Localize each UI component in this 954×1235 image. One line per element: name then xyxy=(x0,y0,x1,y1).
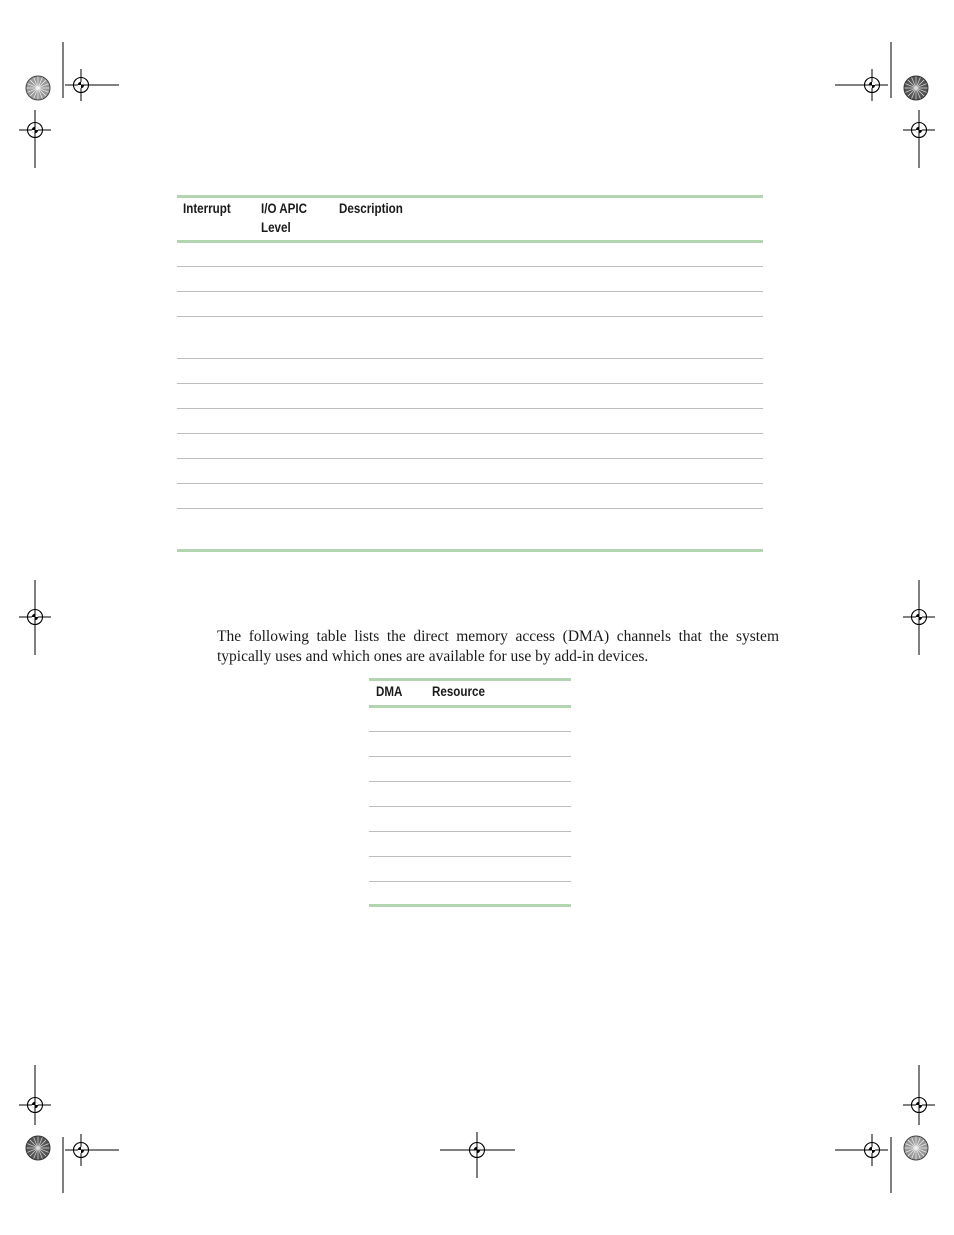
color-bar-rosette-icon xyxy=(26,76,50,100)
table-row xyxy=(177,316,763,317)
column-header-description: Description xyxy=(339,201,403,216)
table-row xyxy=(177,383,763,384)
column-header-io-apic-level xyxy=(261,199,307,237)
table-row xyxy=(177,358,763,359)
table-row xyxy=(177,483,763,484)
column-header-io-apic-line1: I/O APIC xyxy=(261,201,308,216)
table-row xyxy=(369,806,571,807)
table-row xyxy=(369,781,571,782)
table-row xyxy=(369,856,571,857)
column-header-resource: Resource xyxy=(432,684,485,699)
table-row xyxy=(369,731,571,732)
table-row xyxy=(177,433,763,434)
column-header-dma: DMA xyxy=(376,684,403,699)
color-bar-rosette-icon xyxy=(904,1136,928,1160)
table-bottom-rule xyxy=(369,904,571,907)
dma-table xyxy=(369,678,571,909)
table-row xyxy=(369,881,571,882)
table-row xyxy=(177,408,763,409)
table-row xyxy=(369,756,571,757)
dma-intro-paragraph: The following table lists the direct memory access (DMA) channels that the system typically uses and which ones are available for use by add-in devices. xyxy=(217,628,779,665)
table-row xyxy=(369,831,571,832)
table-top-rule xyxy=(177,195,763,198)
color-bar-rosette-icon xyxy=(904,76,928,100)
table-row xyxy=(177,266,763,267)
table-header-rule xyxy=(177,240,763,243)
table-row xyxy=(177,508,763,509)
table-bottom-rule xyxy=(177,549,763,552)
column-header-io-apic-line2: Level xyxy=(261,220,291,235)
column-header-interrupt: Interrupt xyxy=(183,201,231,216)
table-top-rule xyxy=(369,678,571,681)
color-bar-rosette-icon xyxy=(26,1136,50,1160)
table-header-rule xyxy=(369,705,571,708)
table-row xyxy=(177,458,763,459)
table-row xyxy=(177,291,763,292)
interrupt-table xyxy=(177,195,763,553)
